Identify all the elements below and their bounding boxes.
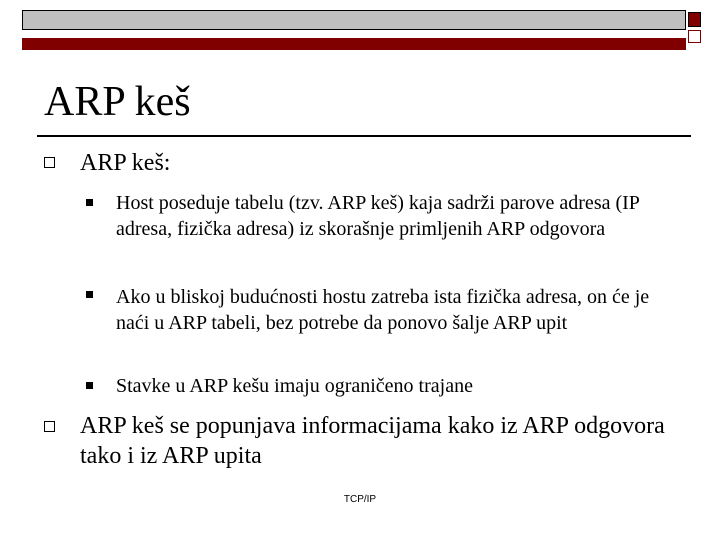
corner-outline-square (688, 30, 701, 43)
title-divider (37, 135, 691, 137)
filled-square-bullet-icon (86, 199, 93, 206)
hollow-square-bullet-icon (44, 157, 55, 168)
hollow-square-bullet-icon (44, 421, 55, 432)
sub-bullet-text: Stavke u ARP kešu imaju ograničeno trajane (116, 375, 473, 397)
corner-filled-square (688, 12, 701, 27)
sub-bullet-text: Host poseduje tabelu (tzv. ARP keš) kaja sadrži parove adresa (IP adresa, fizička adresa) iz skorašnje primljenih ARP odgovora (116, 192, 640, 240)
slide-footer: TCP/IP (343, 494, 377, 505)
filled-square-bullet-icon (86, 382, 93, 389)
filled-square-bullet-icon (86, 291, 93, 298)
top-maroon-band (22, 38, 686, 50)
top-decoration-bar (22, 10, 686, 40)
slide-title: ARP keš (44, 79, 191, 125)
bullet-text: ARP keš: (80, 150, 171, 176)
top-grey-band (22, 10, 686, 30)
bullet-text: ARP keš se popunjava informacijama kako iz ARP odgovora tako i iz ARP upita (80, 413, 665, 469)
sub-bullet-text: Ako u bliskoj budućnosti hostu zatreba ista fizička adresa, on će je naći u ARP tabeli, bez potrebe da ponovo šalje ARP upit (116, 286, 650, 334)
